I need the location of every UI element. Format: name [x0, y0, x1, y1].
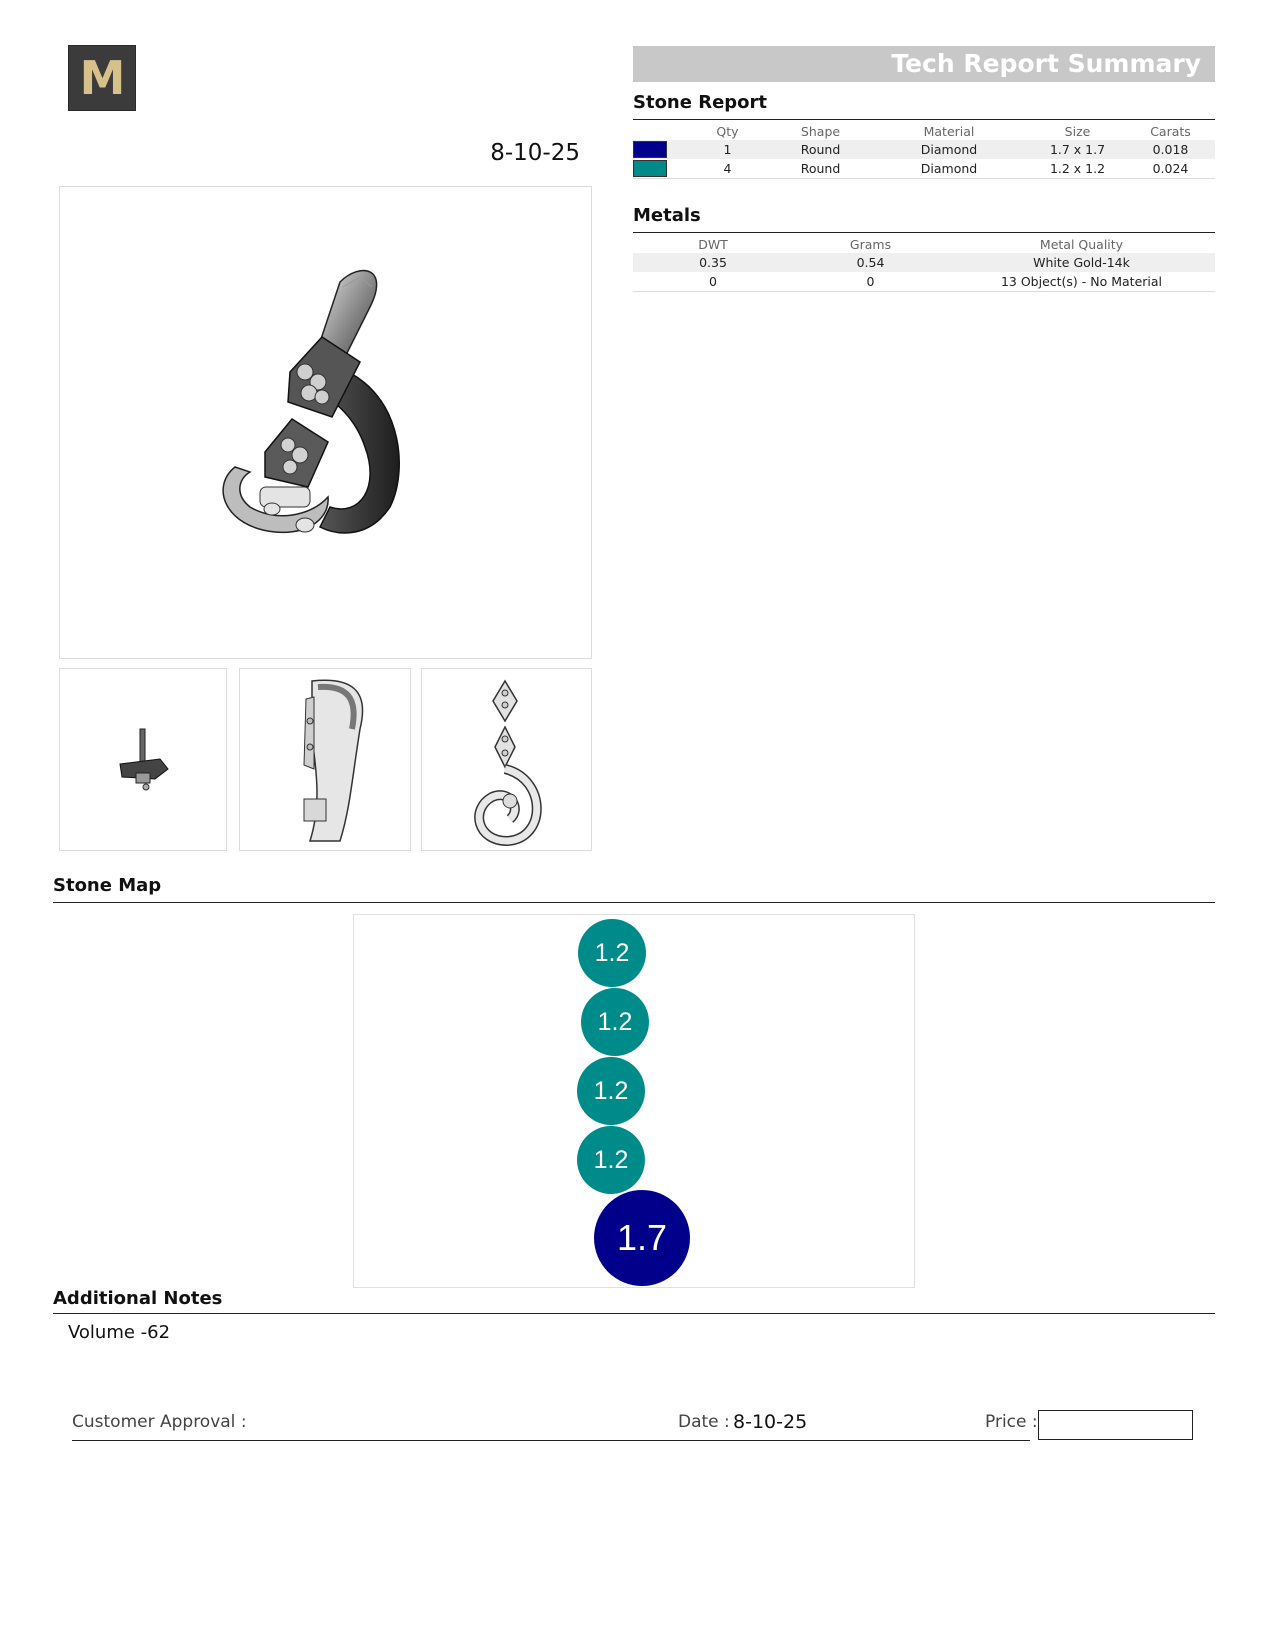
- approval-date-value: 8-10-25: [733, 1411, 808, 1433]
- stone-marker: 1.2: [577, 1126, 645, 1194]
- quality-cell: 13 Object(s) - No Material: [948, 272, 1215, 292]
- metals-table: [633, 235, 1215, 292]
- additional-notes-text: Volume -62: [68, 1322, 171, 1343]
- price-input-box[interactable]: [1038, 1410, 1193, 1440]
- main-render-panel: [59, 186, 592, 659]
- document-date: 8-10-25: [490, 140, 580, 166]
- stone-report-table: [633, 122, 1215, 179]
- table-row: [633, 253, 1215, 272]
- approval-signature-line[interactable]: [72, 1440, 1030, 1441]
- qty-cell: 4: [683, 159, 772, 179]
- material-cell: Diamond: [869, 159, 1029, 179]
- stone-report-title: Stone Report: [633, 92, 768, 113]
- date-label: Date :: [678, 1412, 730, 1432]
- column-header: DWT: [698, 236, 728, 252]
- report-title: Tech Report Summary: [891, 49, 1201, 78]
- price-label: Price :: [985, 1412, 1038, 1432]
- column-header: Grams: [849, 236, 892, 252]
- report-title-bar: [633, 46, 1215, 82]
- stone-report-rule: [633, 119, 1215, 120]
- stone-map-rule: [53, 902, 1215, 903]
- stone-color-swatch: [633, 160, 667, 177]
- carats-cell: 0.024: [1126, 159, 1215, 179]
- stone-report-header-row: [633, 122, 1215, 140]
- size-cell: 1.7 x 1.7: [1029, 140, 1126, 159]
- column-header: Size: [1064, 123, 1091, 139]
- dwt-cell: 0: [633, 272, 793, 292]
- logo-letter: M: [79, 51, 125, 105]
- stone-marker: 1.2: [578, 919, 646, 987]
- table-row: [633, 159, 1215, 179]
- stone-marker: 1.7: [594, 1190, 690, 1286]
- additional-notes-rule: [53, 1313, 1215, 1314]
- column-header: Material: [923, 123, 975, 139]
- metals-header-row: [633, 235, 1215, 253]
- grams-cell: 0.54: [793, 253, 948, 272]
- pendant-render-side: [240, 669, 410, 850]
- metals-title: Metals: [633, 205, 701, 226]
- metals-rule: [633, 232, 1215, 233]
- material-cell: Diamond: [869, 140, 1029, 159]
- pendant-render-front: [422, 669, 591, 850]
- additional-notes-title: Additional Notes: [53, 1288, 223, 1309]
- carats-cell: 0.018: [1126, 140, 1215, 159]
- company-logo: [68, 45, 136, 111]
- customer-approval-label: Customer Approval :: [72, 1412, 247, 1432]
- qty-cell: 1: [683, 140, 772, 159]
- grams-cell: 0: [793, 272, 948, 292]
- column-header: Shape: [800, 123, 841, 139]
- stone-color-swatch: [633, 141, 667, 158]
- stone-marker: 1.2: [581, 988, 649, 1056]
- stone-map-panel: [353, 914, 915, 1288]
- quality-cell: White Gold-14k: [948, 253, 1215, 272]
- table-row: [633, 272, 1215, 292]
- column-header: Qty: [716, 123, 739, 139]
- pendant-render-top: [60, 669, 226, 850]
- swatch-header: [633, 122, 683, 140]
- shape-cell: Round: [772, 140, 869, 159]
- table-row: [633, 140, 1215, 159]
- thumbnail-side-view: [239, 668, 411, 851]
- column-header: Carats: [1150, 123, 1191, 139]
- thumbnail-front-view: [421, 668, 592, 851]
- pendant-render-perspective: [60, 187, 591, 658]
- stone-marker: 1.2: [577, 1057, 645, 1125]
- stone-map-title: Stone Map: [53, 875, 162, 896]
- column-header: Metal Quality: [1039, 236, 1124, 252]
- dwt-cell: 0.35: [633, 253, 793, 272]
- shape-cell: Round: [772, 159, 869, 179]
- thumbnail-top-view: [59, 668, 227, 851]
- size-cell: 1.2 x 1.2: [1029, 159, 1126, 179]
